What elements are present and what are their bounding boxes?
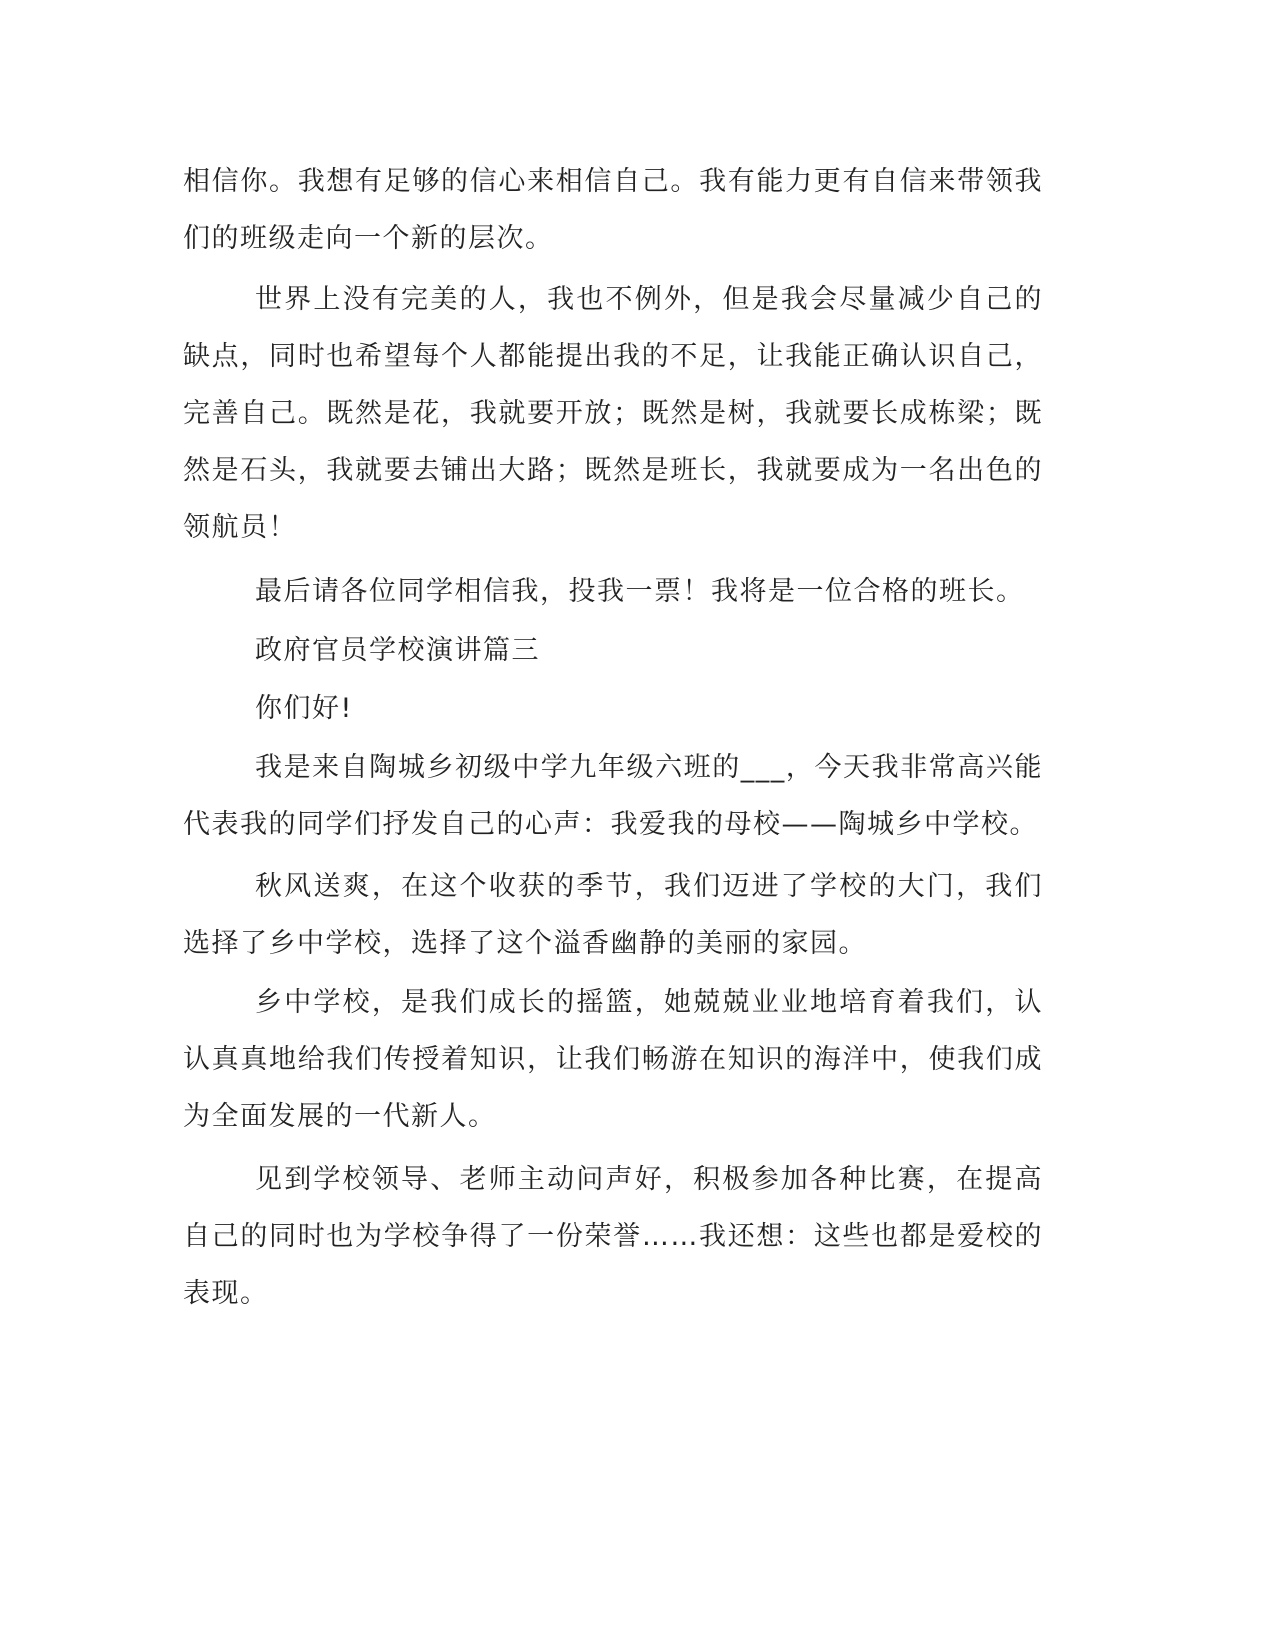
paragraph: 见到学校领导、老师主动问声好，积极参加各种比赛，在提高自己的同时也为学校争得了一份荣誉……我还想：这些也都是爱校的表现。 (183, 1164, 1043, 1309)
greeting: 你们好! (255, 693, 353, 724)
paragraph: 乡中学校，是我们成长的摇篮，她兢兢业业地培育着我们，认认真真地给我们传授着知识，让我们畅游在知识的海洋中，使我们成为全面发展的一代新人。 (183, 987, 1043, 1132)
paragraph: 最后请各位同学相信我，投我一票！我将是一位合格的班长。 (255, 576, 1025, 607)
paragraph: 秋风送爽，在这个收获的季节，我们迈进了学校的大门，我们选择了乡中学校，选择了这个溢香幽静的美丽的家园。 (183, 871, 1043, 959)
section-heading: 政府官员学校演讲篇三 (255, 635, 540, 666)
paragraph: 我是来自陶城乡初级中学九年级六班的___，今天我非常高兴能代表我的同学们抒发自己的心声：我爱我的母校——陶城乡中学校。 (183, 752, 1043, 840)
paragraph: 世界上没有完美的人，我也不例外，但是我会尽量减少自己的缺点，同时也希望每个人都能提出我的不足，让我能正确认识自己，完善自己。既然是花，我就要开放；既然是树，我就要长成栋梁；既然是石头，我就要去铺出大路；既然是班长，我就要成为一名出色的领航员！ (183, 284, 1043, 543)
paragraph: 相信你。我想有足够的信心来相信自己。我有能力更有自信来带领我们的班级走向一个新的层次。 (183, 166, 1043, 254)
